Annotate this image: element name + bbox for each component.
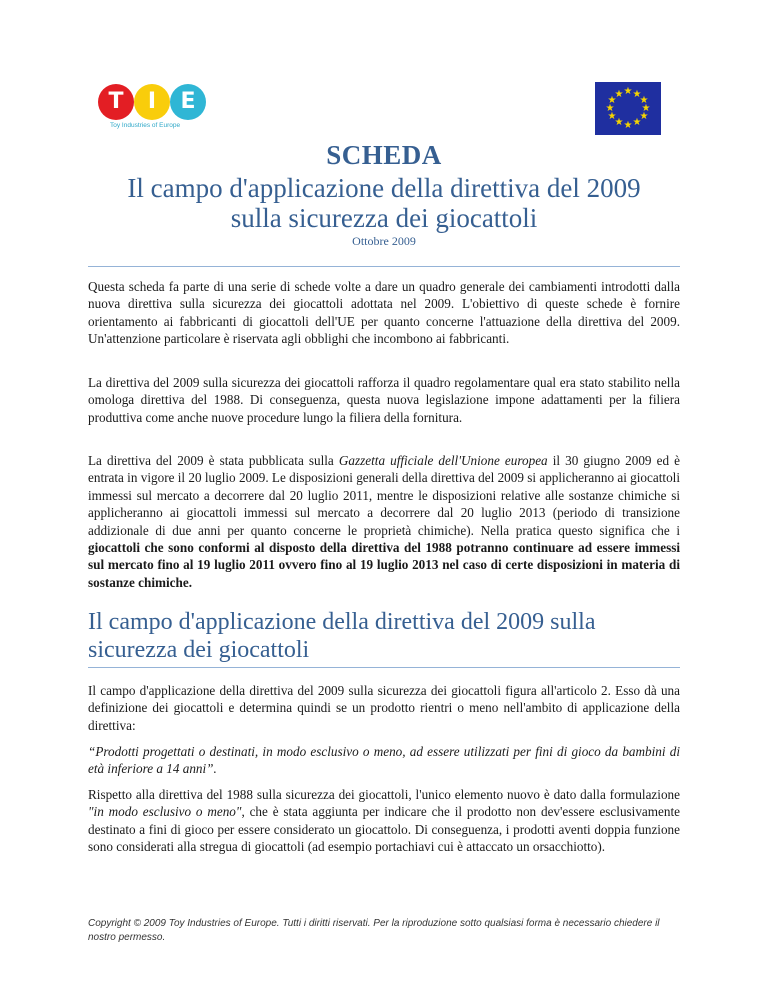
novelty-text-b: , che è stata aggiunta per indicare che il prodotto non dev'essere esclusivamente destinato a fini di gioco per essere considerato un giocattolo. Di conseguenza, i prodotti aventi doppia funzione sono considerati alla stregua di giocattoli (ad esempio portachiavi cui è attaccato un orsacchiotto). xyxy=(88,804,681,855)
novelty-italic: "in modo esclusivo o meno" xyxy=(88,804,242,820)
tie-logo xyxy=(92,84,212,134)
tie-logo-i-icon: I xyxy=(134,84,170,120)
gazette-name: Gazzetta ufficiale dell'Unione europea xyxy=(338,453,548,468)
eu-flag-icon: ★ ★ ★ ★ ★ ★ ★ ★ ★ ★ ★ ★ xyxy=(595,82,661,135)
title-divider xyxy=(88,266,680,267)
timeline-bold-text: giocattoli che sono conformi al disposto della direttiva del 1988 potranno continuare ad essere immessi sul mercato fino al 19 luglio 2011 ovvero fino al 19 luglio 2013 nel caso di certe disposizioni in materia di sostanze chimiche. xyxy=(88,540,680,590)
section-divider xyxy=(88,667,680,668)
document-title: Il campo d'applicazione della direttiva del 2009 sulla sicurezza dei giocattoli xyxy=(127,173,641,233)
definition-quote: “Prodotti progettati o destinati, in modo esclusivo o meno, ad essere utilizzati per fini di gioco da bambini di età inferiore a 14 anni”. xyxy=(88,744,680,777)
timeline-paragraph xyxy=(88,452,680,591)
context-paragraph: La direttiva del 2009 sulla sicurezza dei giocattoli rafforza il quadro regolamentare qual era stato stabilito nella omologa direttiva del 1988. Di conseguenza, questa nuova legislazione impone adattamenti per la filiera produttiva come anche nuove procedure lungo la filiera della fornitura. xyxy=(88,375,680,425)
copyright-footer: Copyright © 2009 Toy Industries of Europe. Tutti i diritti riservati. Per la riproduzione sotto qualsiasi forma è necessario chiedere il nostro permesso. xyxy=(88,918,660,943)
document-label: SCHEDA xyxy=(326,140,442,170)
timeline-text-a: La direttiva del 2009 è stata pubblicata sulla xyxy=(88,453,339,468)
intro-paragraph: Questa scheda fa parte di una serie di schede volte a dare un quadro generale dei cambiamenti introdotti dalla nuova direttiva sulla sicurezza dei giocattoli adottata nel 2009. L'obiettivo di queste schede è fornire orientamento ai fabbricanti di giocattoli dell'UE per quanto concerne l'attuazione della direttiva del 2009. Un'attenzione particolare è riservata agli obblighi che incombono ai fabbricanti. xyxy=(88,279,680,347)
document-date: Ottobre 2009 xyxy=(352,234,416,248)
timeline-text-b: il 30 giugno 2009 ed è entrata in vigore il 20 luglio 2009. Le disposizioni generali della direttiva del 2009 si applicheranno ai giocattoli immessi sul mercato a decorrere dal 20 luglio 2011, mentre le disposizioni relative alle sostanze chimiche si applicheranno ai giocattoli immessi sul mercato a decorrere dal 20 luglio 2013 (periodo di transizione addizionale di due anni per quanto concerne le proprietà chimiche). Nella pratica questo significa che i xyxy=(88,453,680,538)
novelty-text-a: Rispetto alla direttiva del 1988 sulla sicurezza dei giocattoli, l'unico elemento nuovo è dato dalla formulazione xyxy=(88,787,680,802)
tie-logo-t-icon: T xyxy=(98,84,134,120)
novelty-paragraph xyxy=(88,786,680,856)
section-heading: Il campo d'applicazione della direttiva del 2009 sulla sicurezza dei giocattoli xyxy=(88,609,596,663)
tie-logo-e-icon: E xyxy=(170,84,206,120)
tie-logo-subtitle: Toy Industries of Europe xyxy=(110,122,181,129)
scope-paragraph: Il campo d'applicazione della direttiva del 2009 sulla sicurezza dei giocattoli figura all'articolo 2. Esso dà una definizione dei giocattoli e determina quindi se un prodotto rientri o meno nell'ambito di applicazione della direttiva: xyxy=(88,683,680,733)
